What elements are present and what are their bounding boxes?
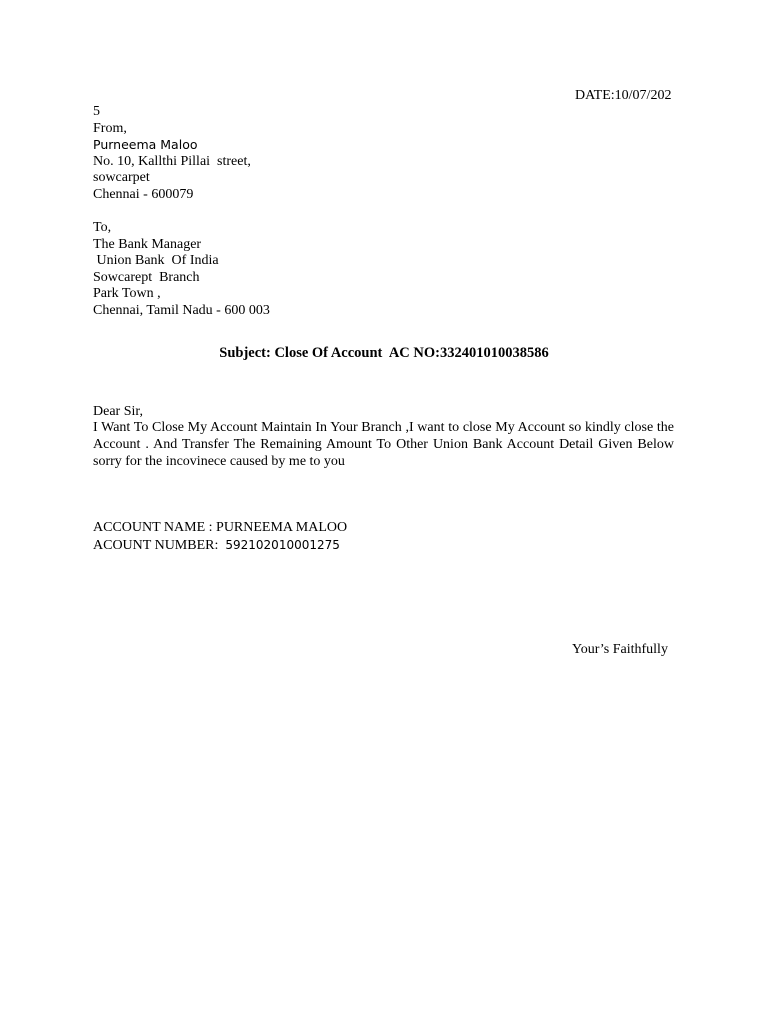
to-label: To, — [93, 220, 112, 235]
sender-address-line-2: sowcarpet — [93, 170, 150, 185]
account-number-line — [93, 537, 340, 554]
from-label: From, — [93, 121, 127, 136]
sender-address-line-3: Chennai - 600079 — [93, 187, 194, 202]
sender-name: Purneema Maloo — [93, 137, 198, 152]
sender-address-line-1: No. 10, Kallthi Pillai street, — [93, 154, 251, 169]
closing-line: Your’s Faithfully — [572, 642, 668, 657]
account-number-label: ACOUNT NUMBER: — [93, 538, 219, 553]
recipient-line-1: The Bank Manager — [93, 237, 202, 252]
letter-body: I Want To Close My Account Maintain In Your Branch ,I want to close My Account so kindly close the Account . And Transfer The Remaining Amount To Other Union Bank Account Detail Given Below sorry for the incovinece caused by me to you — [93, 420, 674, 469]
salutation: Dear Sir, — [93, 404, 143, 419]
recipient-line-3: Sowcarept Branch — [93, 270, 200, 285]
account-number-value: 592102010001275 — [225, 538, 340, 552]
letter-date-overflow: 5 — [93, 104, 100, 119]
account-name-line: ACCOUNT NAME : PURNEEMA MALOO — [93, 520, 348, 535]
letter-date: DATE:10/07/202 — [575, 88, 672, 103]
recipient-line-2: Union Bank Of India — [93, 253, 219, 268]
recipient-line-5: Chennai, Tamil Nadu - 600 003 — [93, 303, 270, 318]
letter-subject: Subject: Close Of Account AC NO:332401010038586 — [219, 345, 549, 361]
recipient-line-4: Park Town , — [93, 286, 161, 301]
